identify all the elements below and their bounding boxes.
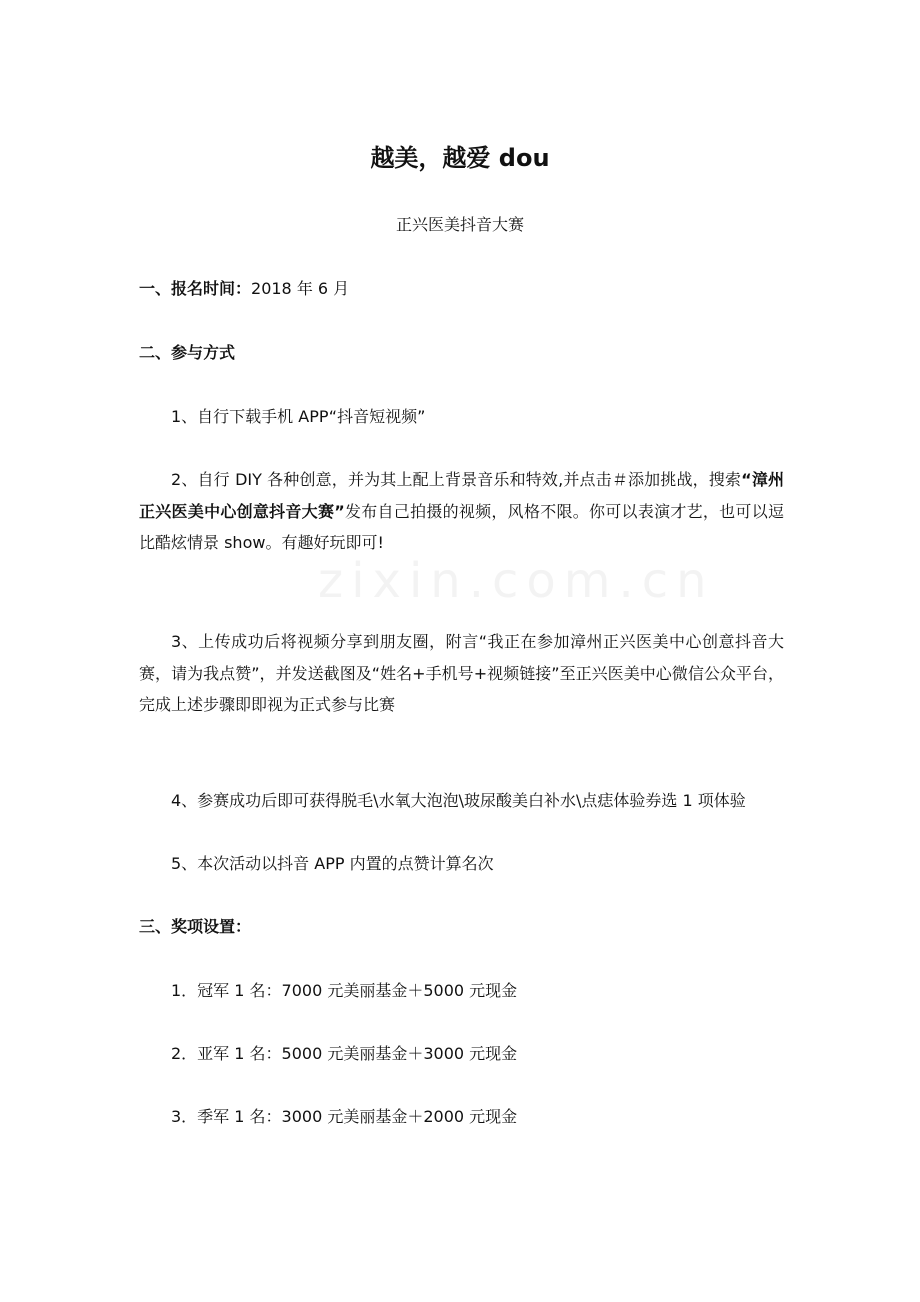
section-heading-registration: 一、报名时间：	[139, 279, 252, 298]
participation-step-3: 3、上传成功后将视频分享到朋友圈，附言“我正在参加漳州正兴医美中心创意抖音大赛，请为我点赞”，并发送截图及“姓名+手机号+视频链接”至正兴医美中心微信公众平台，完成上述步骤即即视为正式参与比赛	[139, 632, 784, 714]
section-heading-prizes: 三、奖项设置：	[139, 917, 252, 936]
watermark: zixin.com.cn	[318, 553, 715, 609]
participation-step-2	[139, 464, 784, 559]
step-2-text-b: 发布自己拍摄的视频，风格不限。你可以表演才艺，也可以逗比酷炫情景 show。有趣好玩即可!	[139, 501, 784, 552]
prize-item: 3．季军 1 名：3000 元美丽基金＋2000 元现金	[171, 1107, 518, 1126]
section-heading-participation: 二、参与方式	[139, 343, 236, 362]
participation-step-5: 5、本次活动以抖音 APP 内置的点赞计算名次	[171, 854, 494, 873]
document-subtitle: 正兴医美抖音大赛	[395, 215, 524, 234]
registration-time-line	[139, 276, 349, 302]
prize-item: 2．亚军 1 名：5000 元美丽基金＋3000 元现金	[171, 1044, 518, 1063]
step-2-contest-name: “漳州正兴医美中心创意抖音大赛”	[139, 470, 784, 521]
participation-step-1: 1、自行下载手机 APP“抖音短视频”	[171, 407, 426, 426]
participation-step-4: 4、参赛成功后即可获得脱毛\水氧大泡泡\玻尿酸美白补水\点痣体验券选 1 项体验	[171, 791, 746, 810]
document-title: 越美，越爱 dou	[370, 144, 550, 172]
step-2-text-a: 2、自行 DIY 各种创意，并为其上配上背景音乐和特效,并点击＃添加挑战，搜索	[171, 470, 742, 489]
prize-item: 1．冠军 1 名：7000 元美丽基金＋5000 元现金	[171, 981, 518, 1000]
registration-time-value: 2018 年 6 月	[251, 279, 350, 298]
